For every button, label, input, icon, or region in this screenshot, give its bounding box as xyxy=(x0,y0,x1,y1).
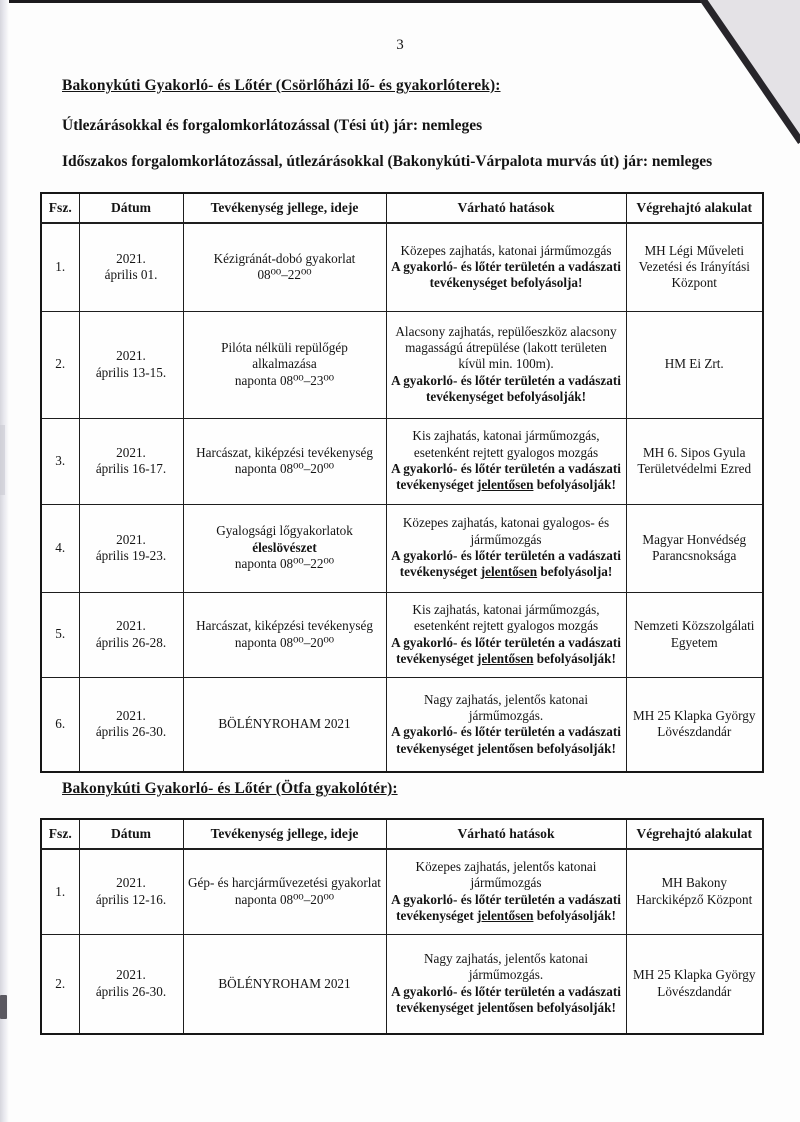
cell-date: 2021. április 01. xyxy=(79,223,183,311)
scan-edge-left xyxy=(0,0,9,1122)
cell-impact: Kis zajhatás, katonai járműmozgás, esetenként rejtett gyalogos mozgás A gyakorló- és lőtér területén a vadászati tevékenységet jelentősen befolyásolják! xyxy=(386,592,626,677)
cell-activity: Harcászat, kiképzési tevékenység naponta 08⁰⁰–20⁰⁰ xyxy=(183,592,386,677)
cell-activity: Kézigránát-dobó gyakorlat 08⁰⁰–22⁰⁰ xyxy=(183,223,386,311)
cell-fsz: 1. xyxy=(41,223,79,311)
cell-activity: Gép- és harcjárművezetési gyakorlat naponta 08⁰⁰–20⁰⁰ xyxy=(183,849,386,934)
col-header-date: Dátum xyxy=(79,193,183,223)
cell-impact: Közepes zajhatás, jelentős katonai járműmozgás A gyakorló- és lőtér területén a vadászati tevékenységet jelentősen befolyásolják! xyxy=(386,849,626,934)
cell-impact: Nagy zajhatás, jelentős katonai járműmozgás. A gyakorló- és lőtér területén a vadászati tevékenységet jelentősen befolyásolják! xyxy=(386,677,626,772)
cell-unit: MH Bakony Harckiképző Központ xyxy=(626,849,763,934)
cell-fsz: 4. xyxy=(41,504,79,592)
table-header-row xyxy=(41,819,763,849)
cell-date: 2021. április 26-30. xyxy=(79,934,183,1034)
table-row xyxy=(41,677,763,772)
table-row xyxy=(41,311,763,418)
table-row xyxy=(41,849,763,934)
cell-date: 2021. április 12-16. xyxy=(79,849,183,934)
col-header-impact: Várható hatások xyxy=(386,193,626,223)
col-header-activity: Tevékenység jellege, ideje xyxy=(183,193,386,223)
section1-heading: Bakonykúti Gyakorló- és Lőtér (Csörlőházi lő- és gyakorlóterek): xyxy=(62,77,501,94)
col-header-date: Dátum xyxy=(79,819,183,849)
cell-impact: Közepes zajhatás, katonai járműmozgás A gyakorló- és lőtér területén a vadászati tevékenységet befolyásolja! xyxy=(386,223,626,311)
cell-date: 2021. április 19-23. xyxy=(79,504,183,592)
cell-activity: Pilóta nélküli repülőgép alkalmazása naponta 08⁰⁰–23⁰⁰ xyxy=(183,311,386,418)
cell-fsz: 1. xyxy=(41,849,79,934)
page-corner-fold xyxy=(700,0,800,145)
cell-date: 2021. április 13-15. xyxy=(79,311,183,418)
cell-fsz: 2. xyxy=(41,311,79,418)
table-row xyxy=(41,504,763,592)
road-closure-line: Útlezárásokkal és forgalomkorlátozással (Tési út) jár: nemleges xyxy=(62,117,483,134)
cell-unit: MH 25 Klapka György Lövészdandár xyxy=(626,934,763,1034)
cell-unit: MH Légi Műveleti Vezetési és Irányítási Központ xyxy=(626,223,763,311)
col-header-fsz: Fsz. xyxy=(41,193,79,223)
col-header-impact: Várható hatások xyxy=(386,819,626,849)
cell-activity: BÖLÉNYROHAM 2021 xyxy=(183,677,386,772)
cell-unit: HM Ei Zrt. xyxy=(626,311,763,418)
col-header-activity: Tevékenység jellege, ideje xyxy=(183,819,386,849)
cell-impact: Nagy zajhatás, jelentős katonai járműmozgás. A gyakorló- és lőtér területén a vadászati tevékenységet jelentősen befolyásolják! xyxy=(386,934,626,1034)
cell-impact: Közepes zajhatás, katonai gyalogos- és járműmozgás A gyakorló- és lőtér területén a vadászati tevékenységet jelentősen befolyásolja! xyxy=(386,504,626,592)
table-header-row xyxy=(41,193,763,223)
cell-fsz: 3. xyxy=(41,418,79,504)
cell-impact: Alacsony zajhatás, repülőeszköz alacsony magasságú átrepülése (lakott területen kívül min. 100m). A gyakorló- és lőtér területén a vadászati tevékenységet befolyásolják! xyxy=(386,311,626,418)
cell-unit: MH 25 Klapka György Lövészdandár xyxy=(626,677,763,772)
table-row xyxy=(41,934,763,1034)
page-number: 3 xyxy=(396,37,404,53)
temporary-restriction-line: Időszakos forgalomkorlátozással, útlezárásokkal (Bakonykúti-Várpalota murvás út) jár: nemleges xyxy=(62,153,713,170)
cell-fsz: 6. xyxy=(41,677,79,772)
section2-heading: Bakonykúti Gyakorló- és Lőtér (Ötfa gyakolótér): xyxy=(62,780,398,797)
cell-date: 2021. április 26-28. xyxy=(79,592,183,677)
col-header-unit: Végrehajtó alakulat xyxy=(626,819,763,849)
cell-activity: Harcászat, kiképzési tevékenység naponta 08⁰⁰–20⁰⁰ xyxy=(183,418,386,504)
table-row xyxy=(41,592,763,677)
cell-activity: Gyalogsági lőgyakorlatok éleslövészet naponta 08⁰⁰–22⁰⁰ xyxy=(183,504,386,592)
col-header-unit: Végrehajtó alakulat xyxy=(626,193,763,223)
schedule-table-otfa xyxy=(40,818,764,1035)
scan-edge-top xyxy=(0,0,714,3)
col-header-fsz: Fsz. xyxy=(41,819,79,849)
cell-impact: Kis zajhatás, katonai járműmozgás, esetenként rejtett gyalogos mozgás A gyakorló- és lőtér területén a vadászati tevékenységet jelentősen befolyásolják! xyxy=(386,418,626,504)
cell-activity: BÖLÉNYROHAM 2021 xyxy=(183,934,386,1034)
cell-fsz: 5. xyxy=(41,592,79,677)
cell-unit: MH 6. Sipos Gyula Területvédelmi Ezred xyxy=(626,418,763,504)
cell-unit: Magyar Honvédség Parancsnoksága xyxy=(626,504,763,592)
schedule-table-csorlohazi xyxy=(40,192,764,773)
cell-fsz: 2. xyxy=(41,934,79,1034)
cell-date: 2021. április 16-17. xyxy=(79,418,183,504)
scan-smudge xyxy=(0,425,5,495)
scan-smudge xyxy=(0,995,7,1019)
cell-date: 2021. április 26-30. xyxy=(79,677,183,772)
table-row xyxy=(41,223,763,311)
table-row xyxy=(41,418,763,504)
cell-unit: Nemzeti Közszolgálati Egyetem xyxy=(626,592,763,677)
